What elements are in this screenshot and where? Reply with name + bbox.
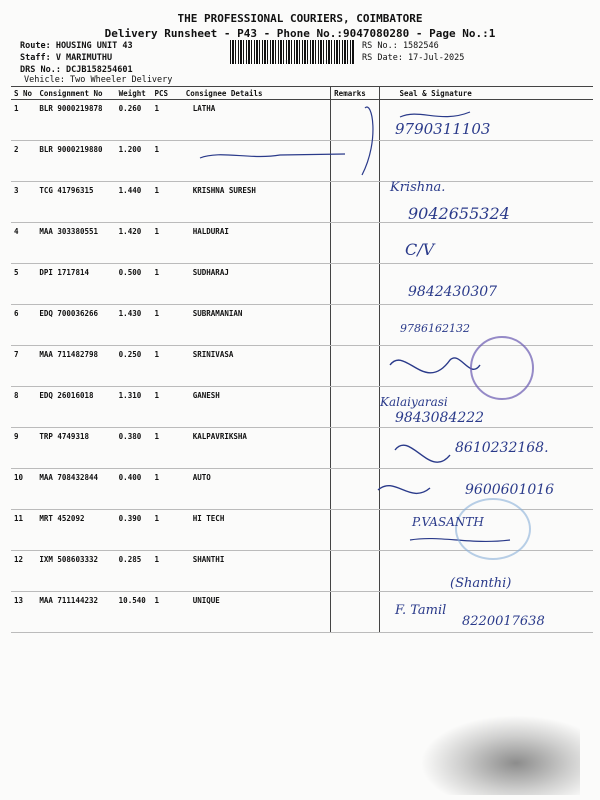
cell-pcs: 1 (151, 100, 182, 141)
cell-sno: 10 (11, 469, 36, 510)
rs-number: RS No.: 1582546 (362, 41, 439, 51)
row1-phone-handwriting: 9790311103 (395, 120, 491, 138)
cell-weight: 0.500 (116, 264, 152, 305)
cell-remarks (331, 346, 379, 387)
row13-phone-handwriting: 8220017638 (462, 614, 545, 629)
cell-consignee: KRISHNA SURESH (183, 182, 331, 223)
cell-consignee: GANESH (183, 387, 331, 428)
header-weight: Weight (116, 87, 152, 100)
cell-remarks (331, 510, 379, 551)
cell-remarks (331, 592, 379, 633)
vehicle-label: Vehicle: Two Wheeler Delivery (24, 75, 173, 85)
cell-consignment: MAA 708432844 (36, 469, 115, 510)
cell-sno: 1 (11, 100, 36, 141)
row10-phone-handwriting: 9600601016 (465, 482, 555, 498)
row13-signature-handwriting: F. Tamil (395, 603, 447, 618)
cell-consignee: LATHA (183, 100, 331, 141)
cell-pcs: 1 (151, 141, 182, 182)
cell-consignee: KALPAVRIKSHA (183, 428, 331, 469)
cell-pcs: 1 (151, 551, 182, 592)
cell-consignment: MRT 452092 (36, 510, 115, 551)
cell-remarks (331, 182, 379, 223)
cell-sno: 3 (11, 182, 36, 223)
cell-sno: 6 (11, 305, 36, 346)
cell-remarks (331, 428, 379, 469)
cell-consignment: TCG 41796315 (36, 182, 115, 223)
seal-stamp (470, 336, 534, 400)
cell-remarks (331, 141, 379, 182)
row3-phone-handwriting: 9042655324 (408, 204, 510, 223)
cell-remarks (331, 100, 379, 141)
cell-weight: 0.285 (116, 551, 152, 592)
cell-sno: 5 (11, 264, 36, 305)
table-row (11, 100, 593, 141)
service-stamp (455, 498, 531, 560)
cell-consignment: MAA 711482798 (36, 346, 115, 387)
cell-pcs: 1 (151, 182, 182, 223)
cell-consignee: UNIQUE (183, 592, 331, 633)
cell-pcs: 1 (151, 469, 182, 510)
cell-sno: 12 (11, 551, 36, 592)
table-header-row (11, 87, 593, 100)
cell-sno: 4 (11, 223, 36, 264)
table-row (11, 141, 593, 182)
cell-sno: 11 (11, 510, 36, 551)
row13-name-handwriting: (Shanthi) (450, 576, 512, 591)
cell-weight: 1.440 (116, 182, 152, 223)
cell-pcs: 1 (151, 223, 182, 264)
cell-consignee: SUBRAMANIAN (183, 305, 331, 346)
header-consignee: Consignee Details (183, 87, 331, 100)
cell-consignee: SHANTHI (183, 551, 331, 592)
cell-consignee: SUDHARAJ (183, 264, 331, 305)
row9-phone-handwriting: 8610232168. (455, 440, 549, 456)
cell-weight: 1.310 (116, 387, 152, 428)
cell-pcs: 1 (151, 428, 182, 469)
cell-weight: 0.400 (116, 469, 152, 510)
row8-phone-handwriting: 9843084222 (395, 410, 485, 426)
cell-consignment: BLR 9000219878 (36, 100, 115, 141)
cell-pcs: 1 (151, 305, 182, 346)
cell-sno: 2 (11, 141, 36, 182)
cell-seal (379, 141, 593, 182)
cell-weight: 0.250 (116, 346, 152, 387)
header-sno: S No (11, 87, 36, 100)
table-row (11, 223, 593, 264)
cell-consignment: IXM 508603332 (36, 551, 115, 592)
ink-smudge (420, 715, 580, 795)
cell-consignment: DPI 1717814 (36, 264, 115, 305)
staff-label: Staff: V MARIMUTHU (20, 53, 113, 63)
cell-sno: 8 (11, 387, 36, 428)
cell-consignee: HI TECH (183, 510, 331, 551)
row3-name-handwriting: Krishna. (390, 180, 446, 195)
cell-remarks (331, 305, 379, 346)
header-seal-signature: Seal & Signature (379, 87, 593, 100)
cell-remarks (331, 469, 379, 510)
drs-label: DRS No.: DCJB158254601 (20, 65, 133, 75)
row6-phone-handwriting: 9786162132 (400, 322, 470, 335)
route-label: Route: HOUSING UNIT 43 (20, 41, 133, 51)
cell-consignment: TRP 4749318 (36, 428, 115, 469)
table-row (11, 264, 593, 305)
company-title: THE PROFESSIONAL COURIERS, COIMBATORE (177, 12, 423, 25)
cell-weight: 0.380 (116, 428, 152, 469)
cell-consignee (183, 141, 331, 182)
cell-consignment: BLR 9000219880 (36, 141, 115, 182)
cell-remarks (331, 264, 379, 305)
cell-pcs: 1 (151, 346, 182, 387)
cell-weight: 10.540 (116, 592, 152, 633)
cell-remarks (331, 551, 379, 592)
cell-weight: 0.260 (116, 100, 152, 141)
cell-consignment: EDQ 700036266 (36, 305, 115, 346)
cell-weight: 0.390 (116, 510, 152, 551)
cell-weight: 1.430 (116, 305, 152, 346)
cell-consignee: HALDURAI (183, 223, 331, 264)
cell-consignment: MAA 303380551 (36, 223, 115, 264)
cell-weight: 1.200 (116, 141, 152, 182)
row4-handwriting: C/V (405, 240, 435, 259)
header-pcs: PCS (151, 87, 182, 100)
cell-pcs: 1 (151, 592, 182, 633)
barcode (230, 40, 355, 64)
row8-name-handwriting: Kalaiyarasi (380, 395, 448, 409)
cell-sno: 13 (11, 592, 36, 633)
rs-date: RS Date: 17-Jul-2025 (362, 53, 465, 63)
row11-signature-handwriting: P.VASANTH (412, 515, 484, 529)
cell-sno: 9 (11, 428, 36, 469)
cell-pcs: 1 (151, 264, 182, 305)
cell-sno: 7 (11, 346, 36, 387)
cell-weight: 1.420 (116, 223, 152, 264)
header-consignment: Consignment No (36, 87, 115, 100)
cell-consignee: AUTO (183, 469, 331, 510)
cell-consignment: EDQ 26016018 (36, 387, 115, 428)
cell-consignee: SRINIVASA (183, 346, 331, 387)
cell-remarks (331, 387, 379, 428)
cell-consignment: MAA 711144232 (36, 592, 115, 633)
runsheet-subtitle: Delivery Runsheet - P43 - Phone No.:9047080280 - Page No.:1 (104, 27, 496, 40)
cell-pcs: 1 (151, 510, 182, 551)
cell-pcs: 1 (151, 387, 182, 428)
header-remarks: Remarks (331, 87, 379, 100)
cell-remarks (331, 223, 379, 264)
row5-phone-handwriting: 9842430307 (408, 284, 498, 300)
